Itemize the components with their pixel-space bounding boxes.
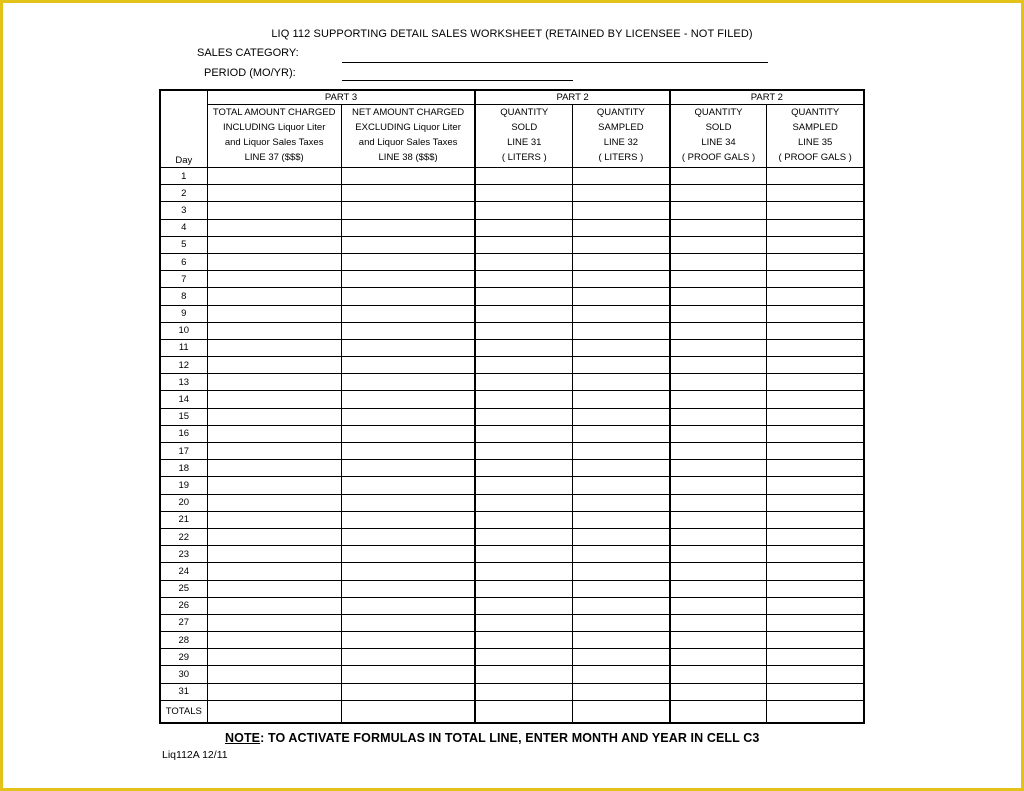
- entry-cell-line-37[interactable]: [207, 614, 341, 631]
- entry-cell-line-34[interactable]: [670, 305, 767, 322]
- day-number: 28: [160, 632, 207, 649]
- entry-cell-line-31[interactable]: [475, 597, 572, 614]
- entry-cell-line-32[interactable]: [573, 305, 670, 322]
- day-number: 21: [160, 511, 207, 528]
- sales-category-label: SALES CATEGORY:: [197, 47, 299, 59]
- entry-cell-line-31[interactable]: [475, 528, 572, 545]
- entry-cell-line-38[interactable]: [341, 614, 475, 631]
- entry-cell-line-35[interactable]: [767, 563, 864, 580]
- entry-cell-line-37[interactable]: [207, 288, 341, 305]
- day-number: 30: [160, 666, 207, 683]
- entry-cell-line-35[interactable]: [767, 666, 864, 683]
- entry-cell-line-35[interactable]: [767, 649, 864, 666]
- entry-cell-line-31[interactable]: [475, 511, 572, 528]
- entry-cell-line-34[interactable]: [670, 632, 767, 649]
- entry-cell-line-31[interactable]: [475, 460, 572, 477]
- entry-cell-line-35[interactable]: [767, 408, 864, 425]
- entry-cell-line-35[interactable]: [767, 322, 864, 339]
- day-number: 9: [160, 305, 207, 322]
- entry-cell-line-37[interactable]: [207, 546, 341, 563]
- entry-cell-line-35[interactable]: [767, 236, 864, 253]
- entry-cell-line-32[interactable]: [573, 563, 670, 580]
- entry-cell-line-32[interactable]: [573, 253, 670, 270]
- entry-cell-line-31[interactable]: [475, 477, 572, 494]
- day-number: 13: [160, 374, 207, 391]
- table-row: [160, 614, 864, 631]
- entry-cell-line-38[interactable]: [341, 408, 475, 425]
- table-row: [160, 477, 864, 494]
- entry-cell-line-35[interactable]: [767, 683, 864, 700]
- entry-cell-line-37[interactable]: [207, 425, 341, 442]
- entry-cell-line-32[interactable]: [573, 494, 670, 511]
- table-row: [160, 236, 864, 253]
- column-header-line-37: TOTAL AMOUNT CHARGED INCLUDING Liquor Liter and Liquor Sales Taxes LINE 37 ($$$): [207, 105, 341, 168]
- entry-cell-line-31[interactable]: [475, 288, 572, 305]
- part-2-liters-header: PART 2: [475, 90, 669, 105]
- entry-cell-line-35[interactable]: [767, 253, 864, 270]
- column-header-line-31: QUANTITY SOLD LINE 31 ( LITERS ): [475, 105, 572, 168]
- total-cell-line-34[interactable]: [670, 700, 767, 723]
- entry-cell-line-35[interactable]: [767, 168, 864, 185]
- entry-cell-line-34[interactable]: [670, 425, 767, 442]
- entry-cell-line-38[interactable]: [341, 597, 475, 614]
- table-row: [160, 546, 864, 563]
- sales-category-field[interactable]: [342, 62, 768, 63]
- entry-cell-line-31[interactable]: [475, 649, 572, 666]
- table-row: [160, 649, 864, 666]
- entry-cell-line-35[interactable]: [767, 425, 864, 442]
- entry-cell-line-31[interactable]: [475, 185, 572, 202]
- entry-cell-line-38[interactable]: [341, 219, 475, 236]
- entry-cell-line-37[interactable]: [207, 271, 341, 288]
- entry-cell-line-37[interactable]: [207, 339, 341, 356]
- entry-cell-line-32[interactable]: [573, 357, 670, 374]
- day-number: 15: [160, 408, 207, 425]
- entry-cell-line-38[interactable]: [341, 202, 475, 219]
- entry-cell-line-37[interactable]: [207, 477, 341, 494]
- entry-cell-line-32[interactable]: [573, 666, 670, 683]
- entry-cell-line-31[interactable]: [475, 236, 572, 253]
- entry-cell-line-37[interactable]: [207, 563, 341, 580]
- column-header-line-38: NET AMOUNT CHARGED EXCLUDING Liquor Liter and Liquor Sales Taxes LINE 38 ($$$): [341, 105, 475, 168]
- column-header-line-34: QUANTITY SOLD LINE 34 ( PROOF GALS ): [670, 105, 767, 168]
- entry-cell-line-37[interactable]: [207, 253, 341, 270]
- entry-cell-line-34[interactable]: [670, 168, 767, 185]
- entry-cell-line-35[interactable]: [767, 271, 864, 288]
- entry-cell-line-37[interactable]: [207, 305, 341, 322]
- note-text: : TO ACTIVATE FORMULAS IN TOTAL LINE, ENTER MONTH AND YEAR IN CELL C3: [260, 731, 760, 745]
- entry-cell-line-37[interactable]: [207, 408, 341, 425]
- day-number: 14: [160, 391, 207, 408]
- entry-cell-line-34[interactable]: [670, 614, 767, 631]
- entry-cell-line-34[interactable]: [670, 253, 767, 270]
- entry-cell-line-38[interactable]: [341, 168, 475, 185]
- entry-cell-line-35[interactable]: [767, 477, 864, 494]
- entry-cell-line-37[interactable]: [207, 443, 341, 460]
- entry-cell-line-35[interactable]: [767, 632, 864, 649]
- day-number: 3: [160, 202, 207, 219]
- day-number: 23: [160, 546, 207, 563]
- entry-cell-line-38[interactable]: [341, 339, 475, 356]
- entry-cell-line-32[interactable]: [573, 168, 670, 185]
- entry-cell-line-37[interactable]: [207, 683, 341, 700]
- entry-cell-line-32[interactable]: [573, 374, 670, 391]
- entry-cell-line-37[interactable]: [207, 666, 341, 683]
- entry-cell-line-31[interactable]: [475, 391, 572, 408]
- table-row: [160, 202, 864, 219]
- entry-cell-line-38[interactable]: [341, 666, 475, 683]
- entry-cell-line-35[interactable]: [767, 339, 864, 356]
- table-row: [160, 374, 864, 391]
- part-2-proof-header: PART 2: [670, 90, 864, 105]
- table-row: [160, 408, 864, 425]
- entry-cell-line-38[interactable]: [341, 391, 475, 408]
- table-row: [160, 666, 864, 683]
- entry-cell-line-31[interactable]: [475, 563, 572, 580]
- entry-cell-line-38[interactable]: [341, 683, 475, 700]
- entry-cell-line-34[interactable]: [670, 408, 767, 425]
- total-cell-line-31[interactable]: [475, 700, 572, 723]
- entry-cell-line-32[interactable]: [573, 236, 670, 253]
- period-field[interactable]: [342, 80, 573, 81]
- entry-cell-line-38[interactable]: [341, 271, 475, 288]
- entry-cell-line-38[interactable]: [341, 425, 475, 442]
- day-rows: [160, 168, 864, 701]
- entry-cell-line-35[interactable]: [767, 597, 864, 614]
- totals-row: [160, 700, 864, 723]
- entry-cell-line-31[interactable]: [475, 666, 572, 683]
- total-cell-line-37[interactable]: [207, 700, 341, 723]
- entry-cell-line-37[interactable]: [207, 494, 341, 511]
- table-row: [160, 425, 864, 442]
- entry-cell-line-37[interactable]: [207, 185, 341, 202]
- entry-cell-line-38[interactable]: [341, 288, 475, 305]
- entry-cell-line-34[interactable]: [670, 271, 767, 288]
- table-row: [160, 168, 864, 185]
- table-row: [160, 580, 864, 597]
- entry-cell-line-37[interactable]: [207, 219, 341, 236]
- entry-cell-line-32[interactable]: [573, 219, 670, 236]
- column-header-row: [160, 105, 864, 168]
- entry-cell-line-35[interactable]: [767, 357, 864, 374]
- entry-cell-line-35[interactable]: [767, 185, 864, 202]
- entry-cell-line-37[interactable]: [207, 357, 341, 374]
- entry-cell-line-34[interactable]: [670, 219, 767, 236]
- entry-cell-line-32[interactable]: [573, 546, 670, 563]
- entry-cell-line-38[interactable]: [341, 357, 475, 374]
- day-number: 12: [160, 357, 207, 374]
- entry-cell-line-38[interactable]: [341, 649, 475, 666]
- table-row: [160, 494, 864, 511]
- day-number: 7: [160, 271, 207, 288]
- entry-cell-line-31[interactable]: [475, 425, 572, 442]
- entry-cell-line-31[interactable]: [475, 305, 572, 322]
- day-number: 20: [160, 494, 207, 511]
- entry-cell-line-32[interactable]: [573, 649, 670, 666]
- table-row: [160, 357, 864, 374]
- table-row: [160, 460, 864, 477]
- entry-cell-line-32[interactable]: [573, 614, 670, 631]
- entry-cell-line-32[interactable]: [573, 683, 670, 700]
- column-header-line-32: QUANTITY SAMPLED LINE 32 ( LITERS ): [573, 105, 670, 168]
- table-row: [160, 253, 864, 270]
- table-row: [160, 528, 864, 545]
- day-number: 4: [160, 219, 207, 236]
- entry-cell-line-32[interactable]: [573, 597, 670, 614]
- entry-cell-line-35[interactable]: [767, 546, 864, 563]
- entry-cell-line-35[interactable]: [767, 288, 864, 305]
- day-number: 19: [160, 477, 207, 494]
- note-key: NOTE: [225, 731, 261, 745]
- entry-cell-line-34[interactable]: [670, 339, 767, 356]
- entry-cell-line-37[interactable]: [207, 511, 341, 528]
- column-header-line-35: QUANTITY SAMPLED LINE 35 ( PROOF GALS ): [767, 105, 864, 168]
- day-number: 10: [160, 322, 207, 339]
- entry-cell-line-35[interactable]: [767, 202, 864, 219]
- entry-cell-line-32[interactable]: [573, 460, 670, 477]
- entry-cell-line-38[interactable]: [341, 494, 475, 511]
- entry-cell-line-34[interactable]: [670, 528, 767, 545]
- table-row: [160, 632, 864, 649]
- entry-cell-line-35[interactable]: [767, 305, 864, 322]
- total-cell-line-38[interactable]: [341, 700, 475, 723]
- entry-cell-line-35[interactable]: [767, 374, 864, 391]
- table-row: [160, 683, 864, 700]
- entry-cell-line-31[interactable]: [475, 168, 572, 185]
- entry-cell-line-32[interactable]: [573, 391, 670, 408]
- entry-cell-line-31[interactable]: [475, 374, 572, 391]
- day-number: 26: [160, 597, 207, 614]
- entry-cell-line-38[interactable]: [341, 236, 475, 253]
- entry-cell-line-37[interactable]: [207, 236, 341, 253]
- entry-cell-line-31[interactable]: [475, 253, 572, 270]
- entry-cell-line-31[interactable]: [475, 408, 572, 425]
- entry-cell-line-32[interactable]: [573, 288, 670, 305]
- entry-cell-line-37[interactable]: [207, 580, 341, 597]
- entry-cell-line-38[interactable]: [341, 511, 475, 528]
- entry-cell-line-31[interactable]: [475, 357, 572, 374]
- entry-cell-line-31[interactable]: [475, 632, 572, 649]
- entry-cell-line-31[interactable]: [475, 219, 572, 236]
- day-number: 22: [160, 528, 207, 545]
- entry-cell-line-31[interactable]: [475, 683, 572, 700]
- entry-cell-line-34[interactable]: [670, 563, 767, 580]
- entry-cell-line-32[interactable]: [573, 339, 670, 356]
- entry-cell-line-38[interactable]: [341, 253, 475, 270]
- entry-cell-line-31[interactable]: [475, 443, 572, 460]
- entry-cell-line-34[interactable]: [670, 236, 767, 253]
- entry-cell-line-31[interactable]: [475, 339, 572, 356]
- entry-cell-line-34[interactable]: [670, 460, 767, 477]
- entry-cell-line-32[interactable]: [573, 632, 670, 649]
- day-number: 18: [160, 460, 207, 477]
- table-row: [160, 271, 864, 288]
- entry-cell-line-32[interactable]: [573, 443, 670, 460]
- entry-cell-line-35[interactable]: [767, 460, 864, 477]
- entry-cell-line-35[interactable]: [767, 511, 864, 528]
- entry-cell-line-31[interactable]: [475, 494, 572, 511]
- entry-cell-line-34[interactable]: [670, 597, 767, 614]
- entry-cell-line-35[interactable]: [767, 219, 864, 236]
- entry-cell-line-37[interactable]: [207, 597, 341, 614]
- entry-cell-line-35[interactable]: [767, 614, 864, 631]
- entry-cell-line-37[interactable]: [207, 632, 341, 649]
- totals-label: TOTALS: [160, 700, 207, 723]
- day-number: 25: [160, 580, 207, 597]
- entry-cell-line-32[interactable]: [573, 185, 670, 202]
- entry-cell-line-37[interactable]: [207, 649, 341, 666]
- period-label: PERIOD (MO/YR):: [204, 67, 296, 79]
- entry-cell-line-38[interactable]: [341, 477, 475, 494]
- entry-cell-line-34[interactable]: [670, 666, 767, 683]
- entry-cell-line-34[interactable]: [670, 511, 767, 528]
- entry-cell-line-37[interactable]: [207, 202, 341, 219]
- table-row: [160, 339, 864, 356]
- entry-cell-line-31[interactable]: [475, 546, 572, 563]
- entry-cell-line-31[interactable]: [475, 580, 572, 597]
- day-column-header: Day: [160, 90, 207, 168]
- formula-note: [225, 731, 759, 745]
- total-cell-line-35[interactable]: [767, 700, 864, 723]
- entry-cell-line-38[interactable]: [341, 305, 475, 322]
- entry-cell-line-34[interactable]: [670, 649, 767, 666]
- entry-cell-line-38[interactable]: [341, 528, 475, 545]
- entry-cell-line-37[interactable]: [207, 528, 341, 545]
- day-number: 27: [160, 614, 207, 631]
- day-number: 31: [160, 683, 207, 700]
- entry-cell-line-35[interactable]: [767, 528, 864, 545]
- entry-cell-line-35[interactable]: [767, 443, 864, 460]
- part-3-header: PART 3: [207, 90, 475, 105]
- entry-cell-line-38[interactable]: [341, 563, 475, 580]
- table-row: [160, 597, 864, 614]
- day-number: 2: [160, 185, 207, 202]
- entry-cell-line-37[interactable]: [207, 391, 341, 408]
- entry-cell-line-35[interactable]: [767, 494, 864, 511]
- day-number: 29: [160, 649, 207, 666]
- entry-cell-line-34[interactable]: [670, 580, 767, 597]
- day-number: 5: [160, 236, 207, 253]
- entry-cell-line-35[interactable]: [767, 391, 864, 408]
- entry-cell-line-34[interactable]: [670, 443, 767, 460]
- entry-cell-line-38[interactable]: [341, 546, 475, 563]
- entry-cell-line-34[interactable]: [670, 202, 767, 219]
- table-row: [160, 563, 864, 580]
- entry-cell-line-34[interactable]: [670, 477, 767, 494]
- entry-cell-line-35[interactable]: [767, 580, 864, 597]
- entry-cell-line-32[interactable]: [573, 408, 670, 425]
- table-row: [160, 322, 864, 339]
- worksheet-title: LIQ 112 SUPPORTING DETAIL SALES WORKSHEET (RETAINED BY LICENSEE - NOT FILED): [271, 28, 753, 40]
- entry-cell-line-38[interactable]: [341, 374, 475, 391]
- entry-cell-line-34[interactable]: [670, 185, 767, 202]
- day-number: 8: [160, 288, 207, 305]
- part-header-row: [160, 90, 864, 105]
- entry-cell-line-38[interactable]: [341, 185, 475, 202]
- entry-cell-line-31[interactable]: [475, 202, 572, 219]
- entry-cell-line-32[interactable]: [573, 425, 670, 442]
- entry-cell-line-37[interactable]: [207, 168, 341, 185]
- table-row: [160, 219, 864, 236]
- day-number: 1: [160, 168, 207, 185]
- entry-cell-line-31[interactable]: [475, 322, 572, 339]
- entry-cell-line-34[interactable]: [670, 374, 767, 391]
- table-row: [160, 443, 864, 460]
- table-row: [160, 185, 864, 202]
- entry-cell-line-38[interactable]: [341, 443, 475, 460]
- entry-cell-line-34[interactable]: [670, 546, 767, 563]
- form-id: Liq112A 12/11: [162, 749, 228, 761]
- entry-cell-line-37[interactable]: [207, 322, 341, 339]
- entry-cell-line-34[interactable]: [670, 683, 767, 700]
- entry-cell-line-32[interactable]: [573, 322, 670, 339]
- entry-cell-line-32[interactable]: [573, 477, 670, 494]
- entry-cell-line-32[interactable]: [573, 202, 670, 219]
- worksheet-table: [159, 89, 865, 724]
- entry-cell-line-32[interactable]: [573, 511, 670, 528]
- entry-cell-line-32[interactable]: [573, 271, 670, 288]
- table-row: [160, 391, 864, 408]
- total-cell-line-32[interactable]: [573, 700, 670, 723]
- entry-cell-line-37[interactable]: [207, 460, 341, 477]
- table-row: [160, 511, 864, 528]
- entry-cell-line-38[interactable]: [341, 580, 475, 597]
- entry-cell-line-32[interactable]: [573, 580, 670, 597]
- entry-cell-line-34[interactable]: [670, 391, 767, 408]
- table-row: [160, 305, 864, 322]
- entry-cell-line-38[interactable]: [341, 460, 475, 477]
- entry-cell-line-34[interactable]: [670, 494, 767, 511]
- entry-cell-line-38[interactable]: [341, 322, 475, 339]
- day-number: 16: [160, 425, 207, 442]
- table-row: [160, 288, 864, 305]
- day-number: 24: [160, 563, 207, 580]
- entry-cell-line-31[interactable]: [475, 614, 572, 631]
- entry-cell-line-32[interactable]: [573, 528, 670, 545]
- entry-cell-line-37[interactable]: [207, 374, 341, 391]
- entry-cell-line-38[interactable]: [341, 632, 475, 649]
- entry-cell-line-34[interactable]: [670, 288, 767, 305]
- entry-cell-line-34[interactable]: [670, 357, 767, 374]
- day-number: 11: [160, 339, 207, 356]
- entry-cell-line-31[interactable]: [475, 271, 572, 288]
- day-number: 6: [160, 253, 207, 270]
- entry-cell-line-34[interactable]: [670, 322, 767, 339]
- day-number: 17: [160, 443, 207, 460]
